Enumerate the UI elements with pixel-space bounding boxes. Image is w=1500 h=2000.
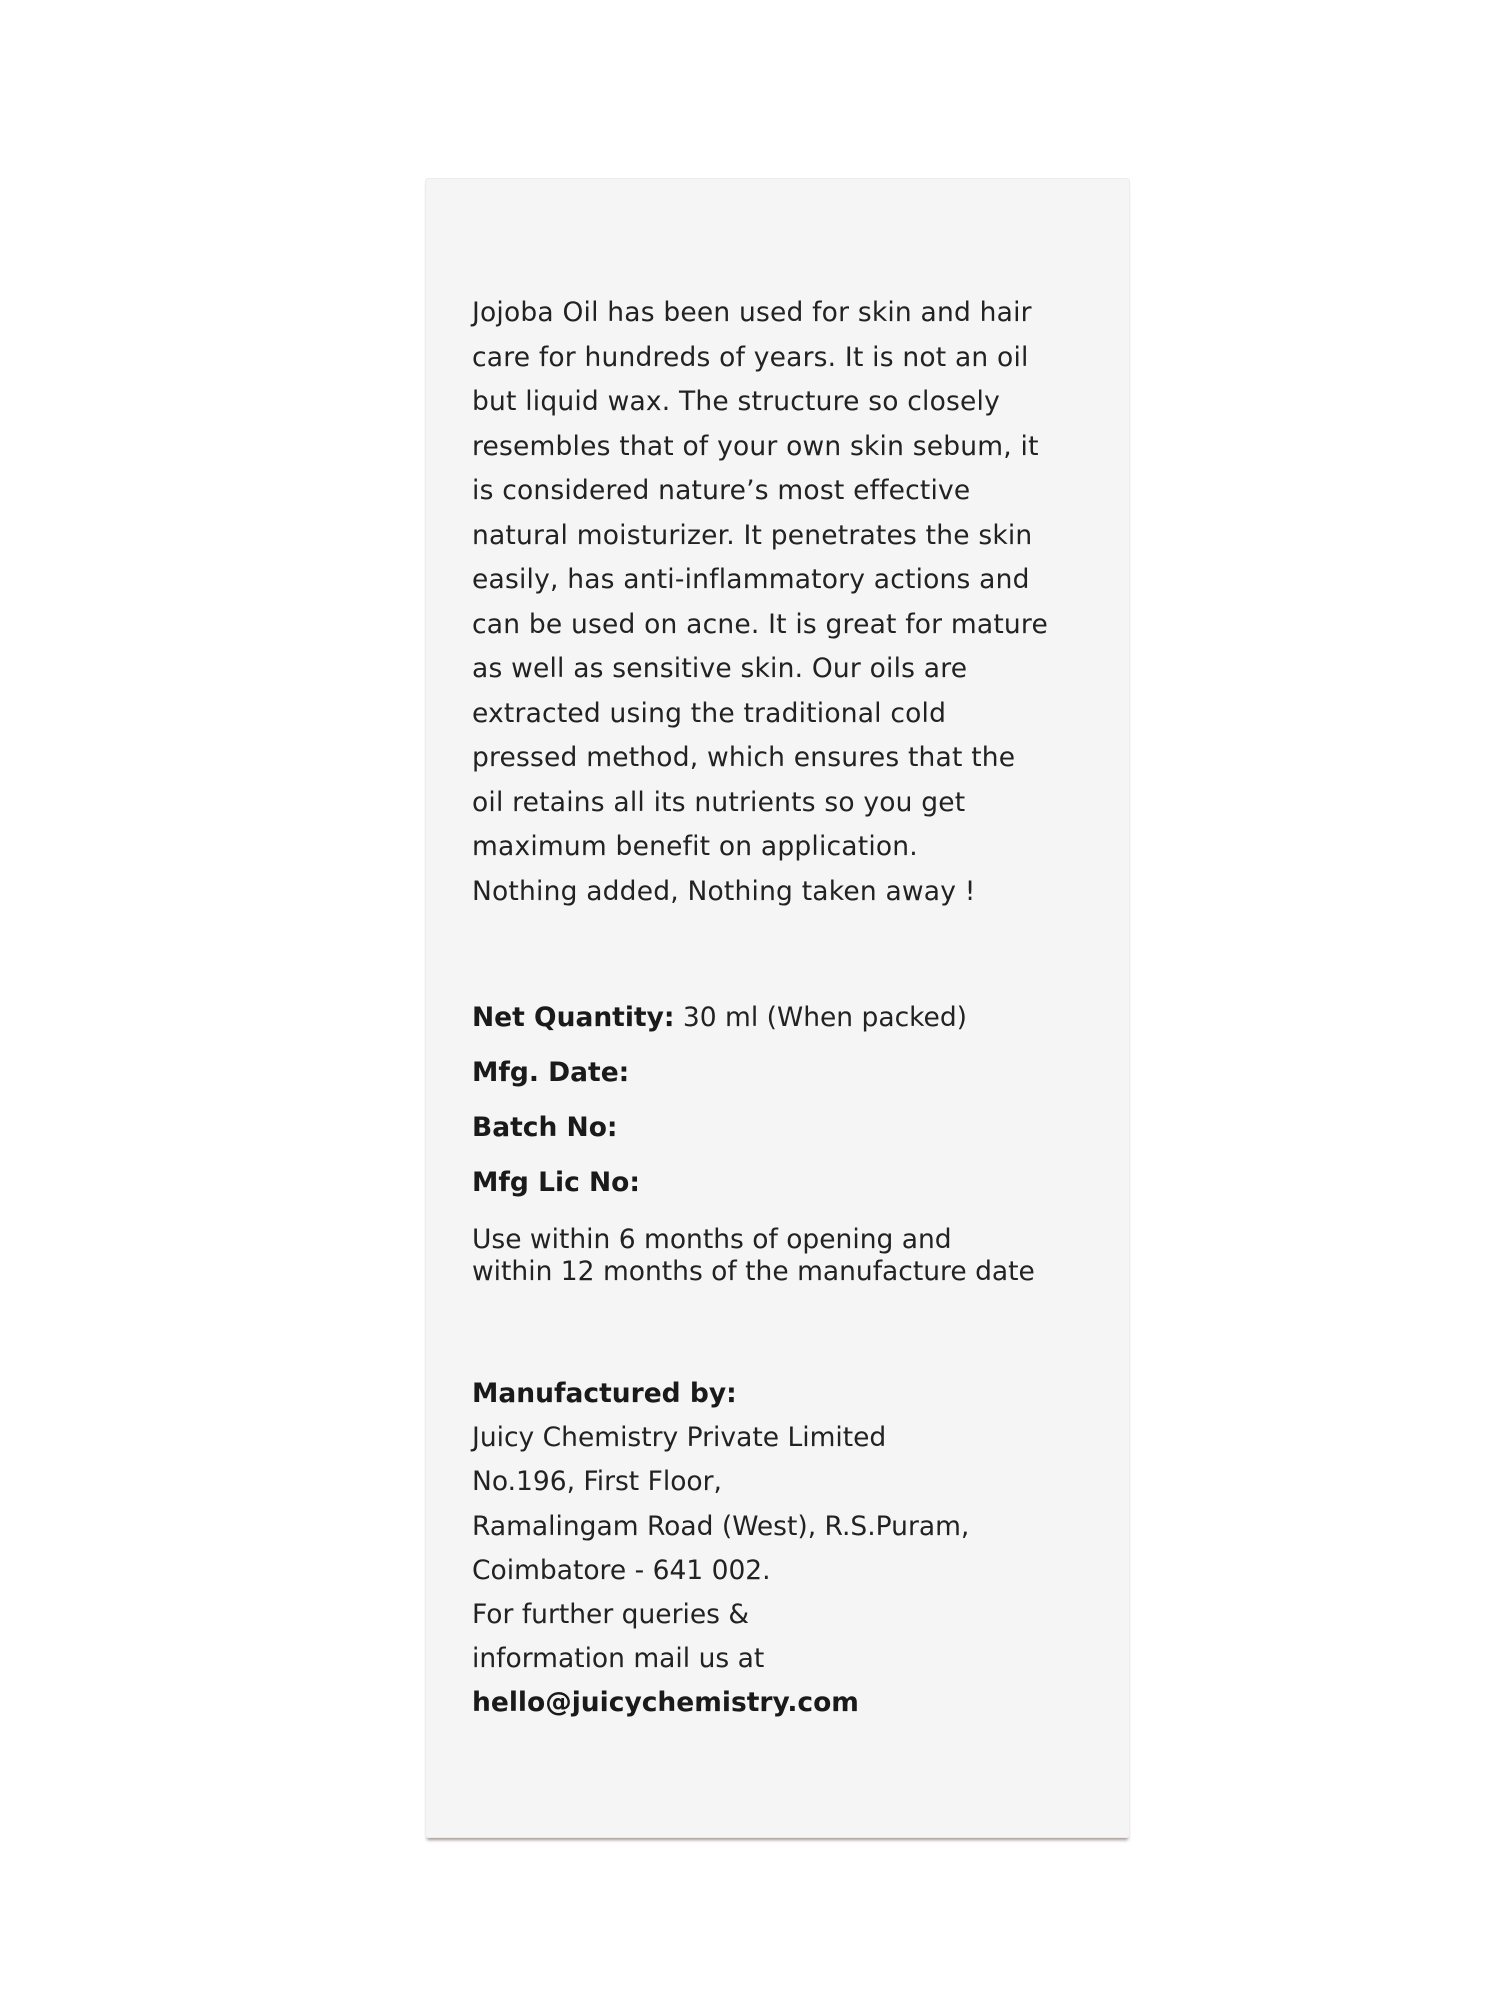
product-specs (472, 990, 1092, 1210)
description-line: natural moisturizer. It penetrates the skin (472, 519, 1033, 551)
description-line: as well as sensitive skin. Our oils are (472, 653, 968, 684)
mfg-lic-label: Mfg Lic No: (472, 1167, 640, 1198)
description-line: oil retains all its nutrients so you get (472, 786, 966, 818)
description-line: care for hundreds of years. It is not an oil (472, 341, 1029, 373)
manufacturer-address-line: Coimbatore - 641 002. (472, 1554, 771, 1586)
usage-line: Use within 6 months of opening and (472, 1224, 952, 1255)
net-quantity-label: Net Quantity: (472, 1002, 675, 1033)
label-content (472, 291, 1092, 1726)
net-quantity-value: 30 ml (When packed) (674, 1002, 968, 1033)
manufacturer-info (472, 1372, 1092, 1726)
manufacturer-heading: Manufactured by: (472, 1378, 737, 1409)
product-box-back-panel (425, 178, 1130, 1838)
description-line: easily, has anti-inflammatory actions and (472, 564, 1030, 595)
description-line: pressed method, which ensures that the (472, 742, 1016, 773)
usage-line: within 12 months of the manufacture date (472, 1256, 1035, 1287)
description-line: Nothing added, Nothing taken away ! (472, 875, 976, 907)
description-line: Jojoba Oil has been used for skin and hair (472, 297, 1032, 328)
description-line: extracted using the traditional cold (472, 697, 947, 729)
manufacturer-company: Juicy Chemistry Private Limited (472, 1422, 887, 1454)
manufacturer-address-line: Ramalingam Road (West), R.S.Puram, (472, 1510, 970, 1542)
usage-instructions (472, 1224, 1092, 1288)
description-line: maximum benefit on application. (472, 831, 918, 862)
description-line: but liquid wax. The structure so closely (472, 386, 1000, 417)
batch-no-label: Batch No: (472, 1112, 618, 1143)
net-quantity-row (472, 990, 1092, 1045)
contact-email: hello@juicychemistry.com (472, 1687, 859, 1719)
description-line: can be used on acne. It is great for mature (472, 608, 1048, 640)
description-line: resembles that of your own skin sebum, it (472, 430, 1039, 462)
manufacturer-address-line: No.196, First Floor, (472, 1466, 722, 1498)
queries-line: For further queries & (472, 1599, 750, 1631)
queries-line: information mail us at (472, 1643, 765, 1675)
description-line: is considered nature’s most effective (472, 475, 971, 506)
mfg-date-label: Mfg. Date: (472, 1057, 630, 1088)
product-description (472, 291, 1092, 914)
